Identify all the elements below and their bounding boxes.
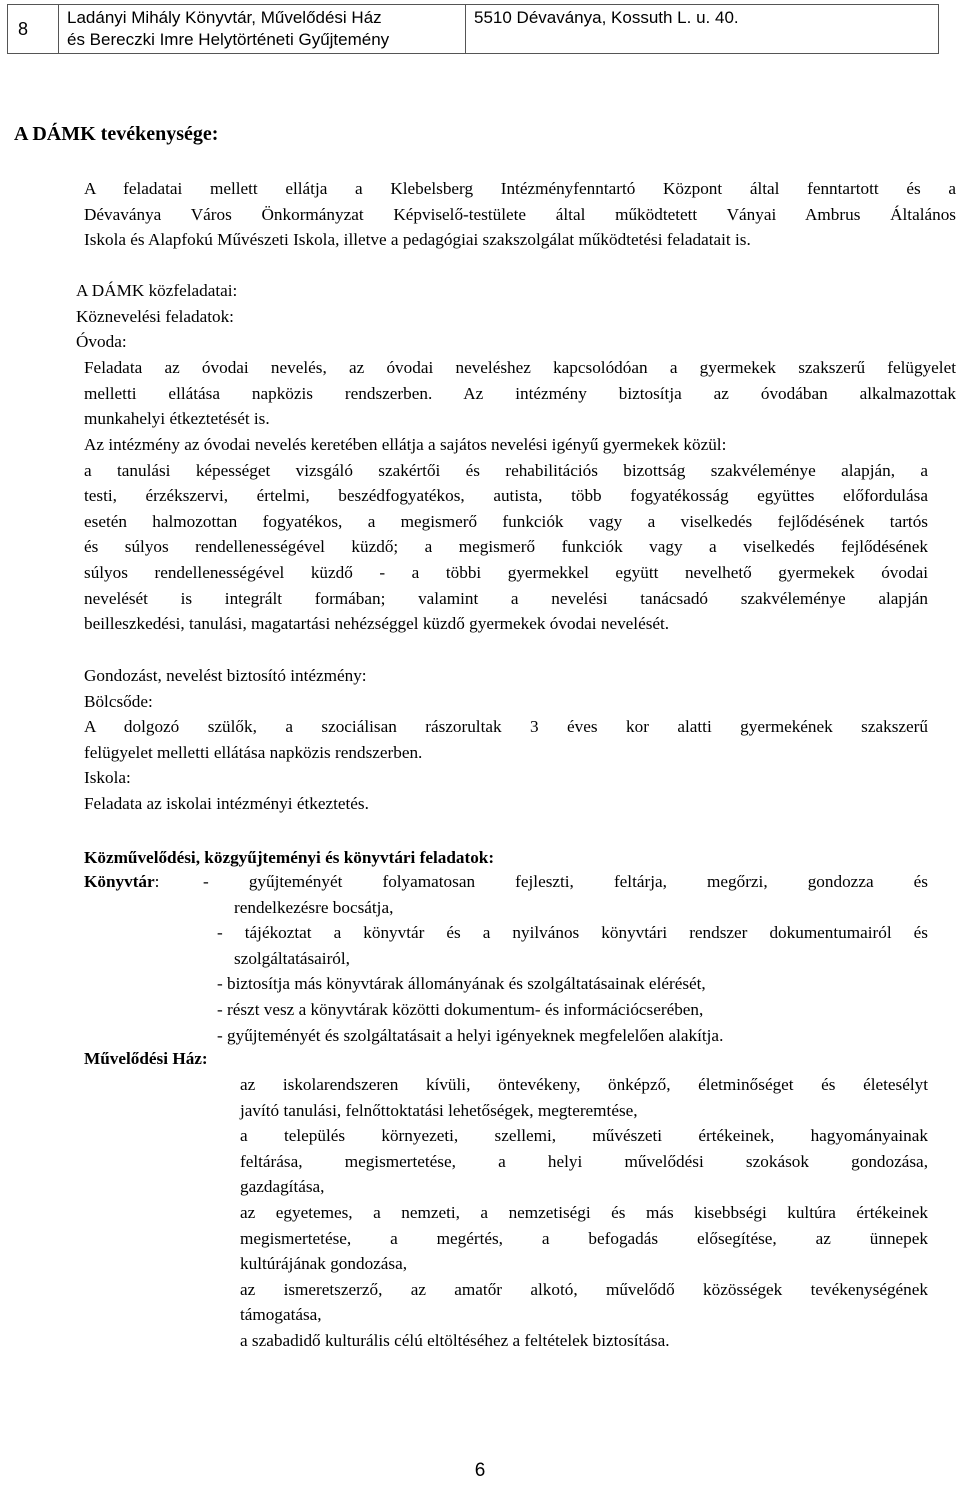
header-institution (59, 5, 466, 54)
muvelodesi-item: az iskolarendszeren kívüli, öntevékeny, önképző, életminőséget és életesélyt (240, 1075, 928, 1094)
ovoda-heading: Óvoda: (76, 332, 127, 352)
ovoda-line: a tanulási képességet vizsgáló szakértői és rehabilitációs bizottság szakvéleménye alapján, a (84, 460, 928, 480)
header-institution-line-2: és Bereczki Imre Helytörténeti Gyűjtemény (67, 30, 390, 49)
intro-line: Dévaványa Város Önkormányzat Képviselő-testülete által működtetett Ványai Ambrus Általános (84, 204, 956, 224)
ovoda-line: Az intézmény az óvodai nevelés keretében ellátja a sajátos nevelési igényű gyermekek közül: (84, 435, 727, 454)
konyvtar-label-text: Könyvtár (84, 872, 155, 891)
konyvtar-item: - tájékoztat a könyvtár és a nyilvános könyvtári rendszer dokumentumairól és (217, 923, 928, 943)
ovoda-line: nevelését is integrált formában; valamint a nevelési tanácsadó szakvéleménye alapján (84, 588, 928, 608)
muvelodesi-item-cont: javító tanulási, felnőttoktatási lehetőségek, megteremtése, (240, 1100, 638, 1120)
muvelodesi-item: az ismeretszerző, az amatőr alkotó, művelődő közösségek tevékenységének (240, 1279, 928, 1299)
bolcsode-heading: Bölcsőde: (84, 691, 153, 711)
konyvtar-list (203, 869, 928, 1048)
intro-line: A feladatai mellett ellátja a Klebelsberg Intézményfenntartó Központ által fenntartott és a (84, 179, 956, 198)
konyvtar-colon: : (154, 872, 160, 891)
ovoda-line: munkahelyi étkeztetését is. (84, 409, 270, 429)
konyvtar-item-cont: rendelkezésre bocsátja, (234, 897, 394, 917)
muvelodesi-item-cont: támogatása, (240, 1305, 322, 1325)
muvelodesi-item-cont: gazdagítása, (240, 1177, 325, 1197)
konyvtar-item: - biztosítja más könyvtárak állományának és szolgáltatásainak elérését, (217, 974, 706, 994)
ovoda-paragraph-2 (84, 432, 928, 637)
konyvtar-item: - gyűjteményét folyamatosan fejleszti, feltárja, megőrzi, gondozza és (203, 872, 928, 891)
koznevelesi-heading: Köznevelési feladatok: (76, 306, 234, 326)
bolcsode-line: felügyelet melletti ellátása napközis rendszerben. (84, 742, 423, 762)
intro-line: Iskola és Alapfokú Művészeti Iskola, illetve a pedagógiai szakszolgálat működtetési feladatait is. (84, 230, 751, 250)
bolcsode-line: A dolgozó szülők, a szociálisan rászorultak 3 éves kor alatti gyermekének szakszerű (84, 717, 928, 737)
ovoda-line: esetén halmozottan fogyatékos, a megismerő funkciók vagy a viselkedés fejlődésének tartós (84, 511, 928, 531)
muvelodesi-item: a település környezeti, szellemi, művészeti értékeinek, hagyományainak (240, 1126, 928, 1146)
header-institution-line-1: Ladányi Mihály Könyvtár, Művelődési Ház (67, 8, 382, 27)
muvelodesi-item: a szabadidő kulturális célú eltöltéséhez a feltételek biztosítása. (240, 1330, 670, 1350)
muvelodesi-heading: Művelődési Ház: (84, 1049, 208, 1068)
kozfeladatai-block (76, 278, 956, 355)
muvelodesi-item: az egyetemes, a nemzeti, a nemzetiségi és más kisebbségi kultúra értékeinek (240, 1202, 928, 1222)
ovoda-line: melletti ellátása napközis rendszerben. Az intézmény biztosítja az óvodában alkalmazottak (84, 383, 956, 403)
iskola-heading: Iskola: (84, 768, 131, 788)
muvelodesi-item-cont: feltárása, megismertetése, a helyi művelődési szokások gondozása, (240, 1151, 928, 1171)
ovoda-line: Feladata az óvodai nevelés, az óvodai neveléshez kapcsolódóan a gyermekek szakszerű felügyelet (84, 358, 956, 377)
bolcsode-block (84, 663, 928, 817)
ovoda-line: testi, érzékszervi, értelmi, beszédfogyatékos, autista, több fogyatékosság együttes előfordulása (84, 486, 928, 506)
muvelodesi-item-cont: megismertetése, a megértés, a befogadás elősegítése, az ünnepek (240, 1228, 928, 1248)
konyvtar-label (84, 869, 159, 895)
ovoda-line: és súlyos rendellenességével küzdő; a megismerő funkciók vagy a viselkedés fejlődésének (84, 537, 928, 557)
muvelodesi-item-cont: kultúrájának gondozása, (240, 1254, 408, 1274)
section-title: A DÁMK tevékenysége: (14, 123, 219, 145)
header-page-number: 8 (8, 5, 59, 54)
ovoda-line: beilleszkedési, tanulási, magatartási nehézséggel küzdő gyermekek óvodai nevelését. (84, 614, 670, 634)
konyvtar-item: - részt vesz a könyvtárak közötti dokumentum- és információcserében, (217, 999, 704, 1019)
kozfeladatai-heading: A DÁMK közfeladatai: (76, 281, 238, 300)
page-number: 6 (474, 1460, 486, 1481)
page-header (7, 4, 939, 54)
header-address: 5510 Dévaványa, Kossuth L. u. 40. (466, 5, 939, 54)
intro-paragraph (84, 176, 956, 253)
gondozast-heading: Gondozást, nevelést biztosító intézmény: (84, 666, 367, 685)
kozmuvelodesi-heading: Közművelődési, közgyűjteményi és könyvtári feladatok: (84, 848, 495, 867)
konyvtar-item: - gyűjteményét és szolgáltatásait a helyi igényeknek megfelelően alakítja. (217, 1025, 724, 1045)
konyvtar-item-cont: szolgáltatásairól, (234, 948, 350, 968)
ovoda-line: súlyos rendellenességével küzdő - a többi gyermekkel együtt nevelhető gyermekek óvodai (84, 562, 928, 582)
muvelodesi-list (240, 1072, 928, 1354)
ovoda-paragraph-1 (84, 355, 956, 432)
iskola-line: Feladata az iskolai intézményi étkeztetés. (84, 793, 369, 813)
